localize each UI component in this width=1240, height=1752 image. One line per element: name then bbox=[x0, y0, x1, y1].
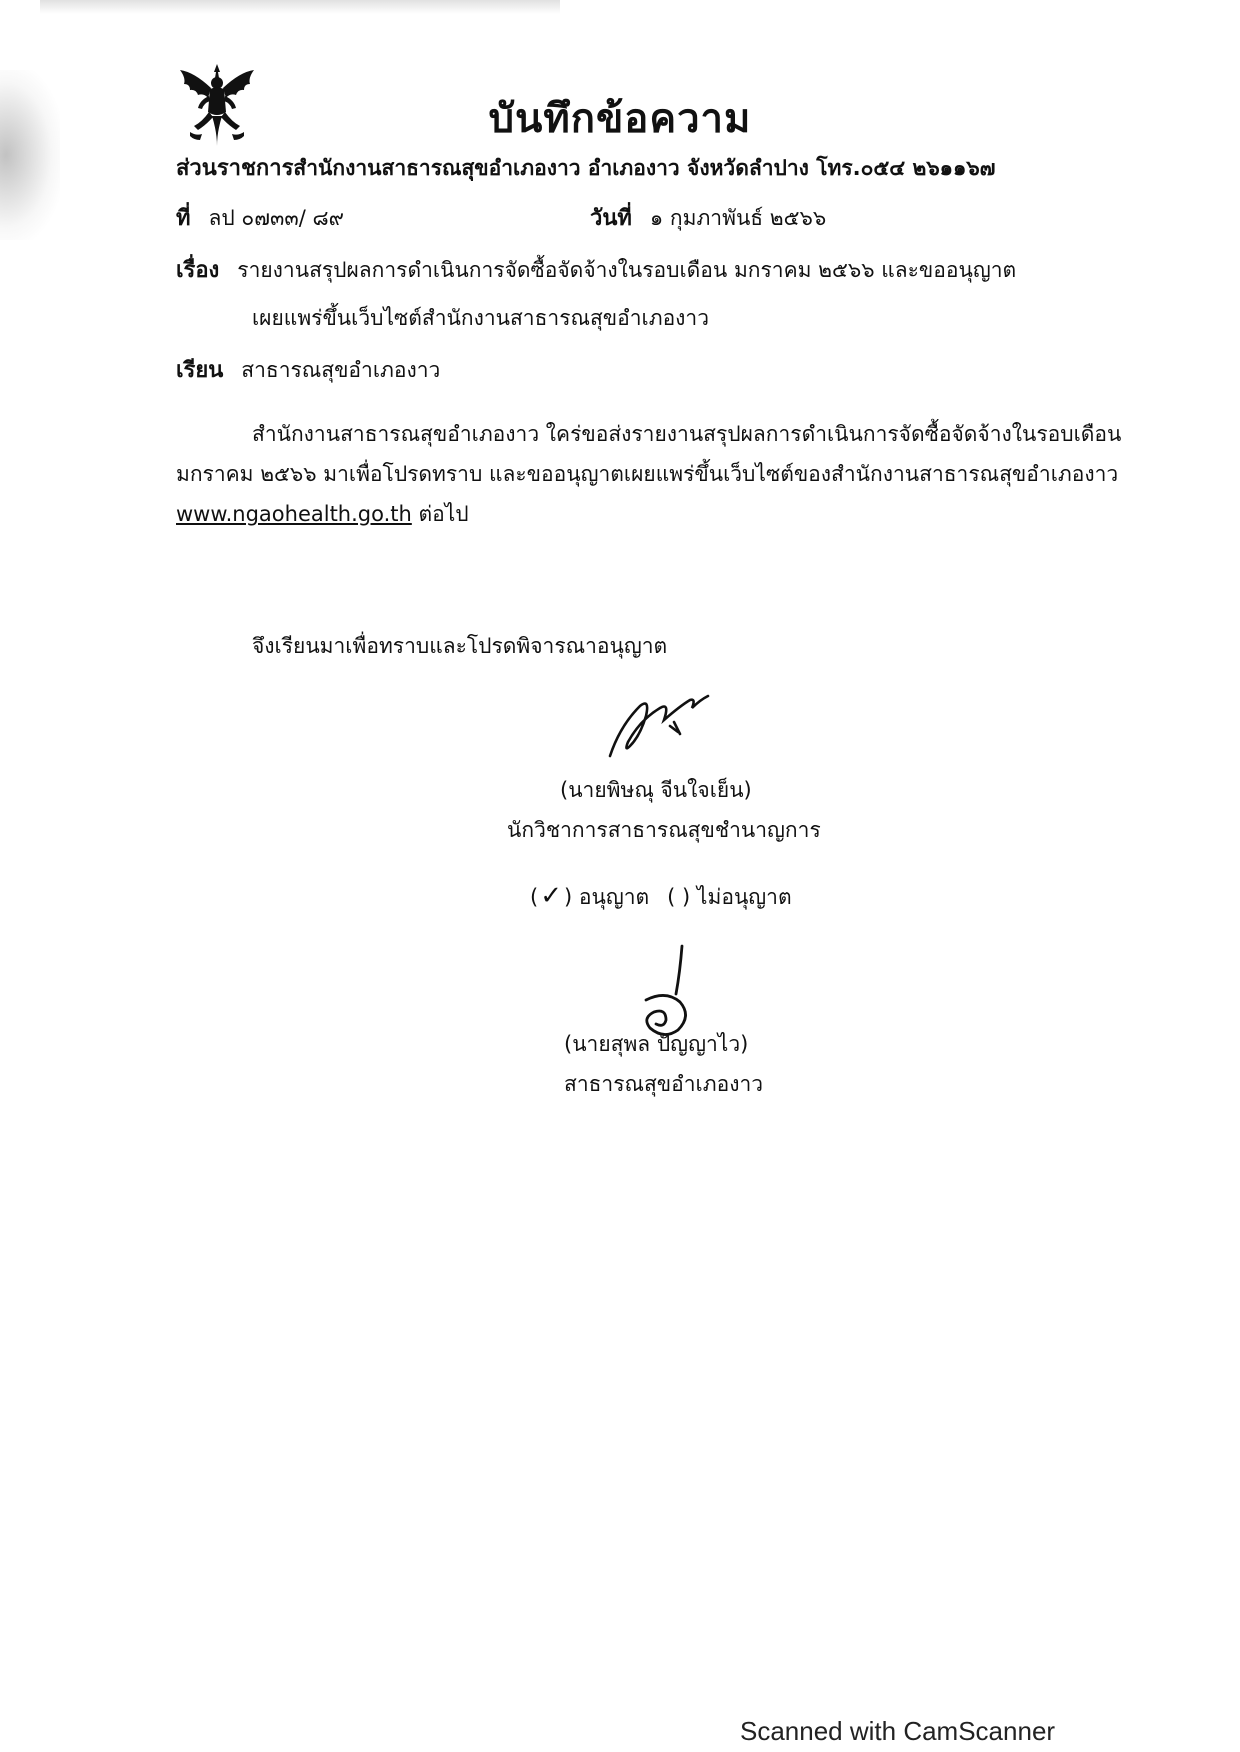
reference-label: ที่ bbox=[176, 206, 191, 231]
department-text: สำนักงานสาธารณสุขอำเภองาว อำเภองาว จังหวัดลำปาง โทร.๐๕๔ ๒๖๑๑๖๗ bbox=[293, 156, 996, 180]
deny-label: ไม่อนุญาต bbox=[696, 885, 792, 909]
recipient-label: เรียน bbox=[176, 358, 224, 383]
deny-checkbox[interactable]: ( ) bbox=[667, 885, 691, 909]
signer-2-name: (นายสุพล ปัญญาไว) bbox=[564, 1032, 749, 1056]
reference-number: ลป ๐๗๓๓/ ๘๙ bbox=[208, 206, 345, 230]
recipient-text: สาธารณสุขอำเภองาว bbox=[241, 358, 441, 382]
date-text: ๑ กุมภาพันธ์ ๒๕๖๖ bbox=[649, 206, 827, 230]
subject-line bbox=[176, 256, 1016, 285]
signer-1-position: นักวิชาการสาธารณสุขชำนาญการ bbox=[507, 818, 821, 842]
department-line bbox=[176, 154, 995, 183]
signature-2-image bbox=[626, 942, 706, 1042]
date-label: วันที่ bbox=[590, 206, 632, 231]
signer-1-name: (นายพิษณุ จีนใจเย็น) bbox=[560, 778, 752, 802]
signer-2-position: สาธารณสุขอำเภองาว bbox=[564, 1072, 764, 1096]
signature-1-image bbox=[600, 686, 720, 766]
body-paragraph-line-3 bbox=[176, 500, 469, 528]
body-suffix: ต่อไป bbox=[418, 502, 469, 526]
scan-artifact-top bbox=[40, 0, 560, 14]
subject-text-1: รายงานสรุปผลการดำเนินการจัดซื้อจัดจ้างในรอบเดือน มกราคม ๒๕๖๖ และขออนุญาต bbox=[237, 258, 1017, 282]
closing-line: จึงเรียนมาเพื่อทราบและโปรดพิจารณาอนุญาต bbox=[252, 634, 668, 658]
approval-options bbox=[530, 882, 792, 911]
approve-open-paren: ( bbox=[530, 885, 539, 909]
subject-label: เรื่อง bbox=[176, 258, 220, 283]
reference-line bbox=[176, 204, 344, 233]
website-link[interactable]: www.ngaohealth.go.th bbox=[176, 502, 412, 526]
camscanner-watermark: Scanned with CamScanner bbox=[740, 1716, 1056, 1746]
approve-label: ) อนุญาต bbox=[564, 885, 650, 909]
date-line bbox=[590, 204, 826, 233]
body-paragraph-line-2: มกราคม ๒๕๖๖ มาเพื่อโปรดทราบ และขออนุญาตเผยแพร่ขึ้นเว็บไซต์ของสำนักงานสาธารณสุขอำเภองาว bbox=[176, 462, 1119, 486]
memo-title: บันทึกข้อความ bbox=[488, 96, 752, 142]
department-label: ส่วนราชการ bbox=[176, 156, 294, 181]
body-paragraph-line-1: สำนักงานสาธารณสุขอำเภองาว ใคร่ขอส่งรายงานสรุปผลการดำเนินการจัดซื้อจัดจ้างในรอบเดือน bbox=[252, 422, 1122, 446]
subject-text-2: เผยแพร่ขึ้นเว็บไซต์สำนักงานสาธารณสุขอำเภองาว bbox=[252, 306, 710, 330]
check-mark-icon[interactable]: ✓ bbox=[540, 881, 562, 911]
recipient-line bbox=[176, 356, 440, 385]
